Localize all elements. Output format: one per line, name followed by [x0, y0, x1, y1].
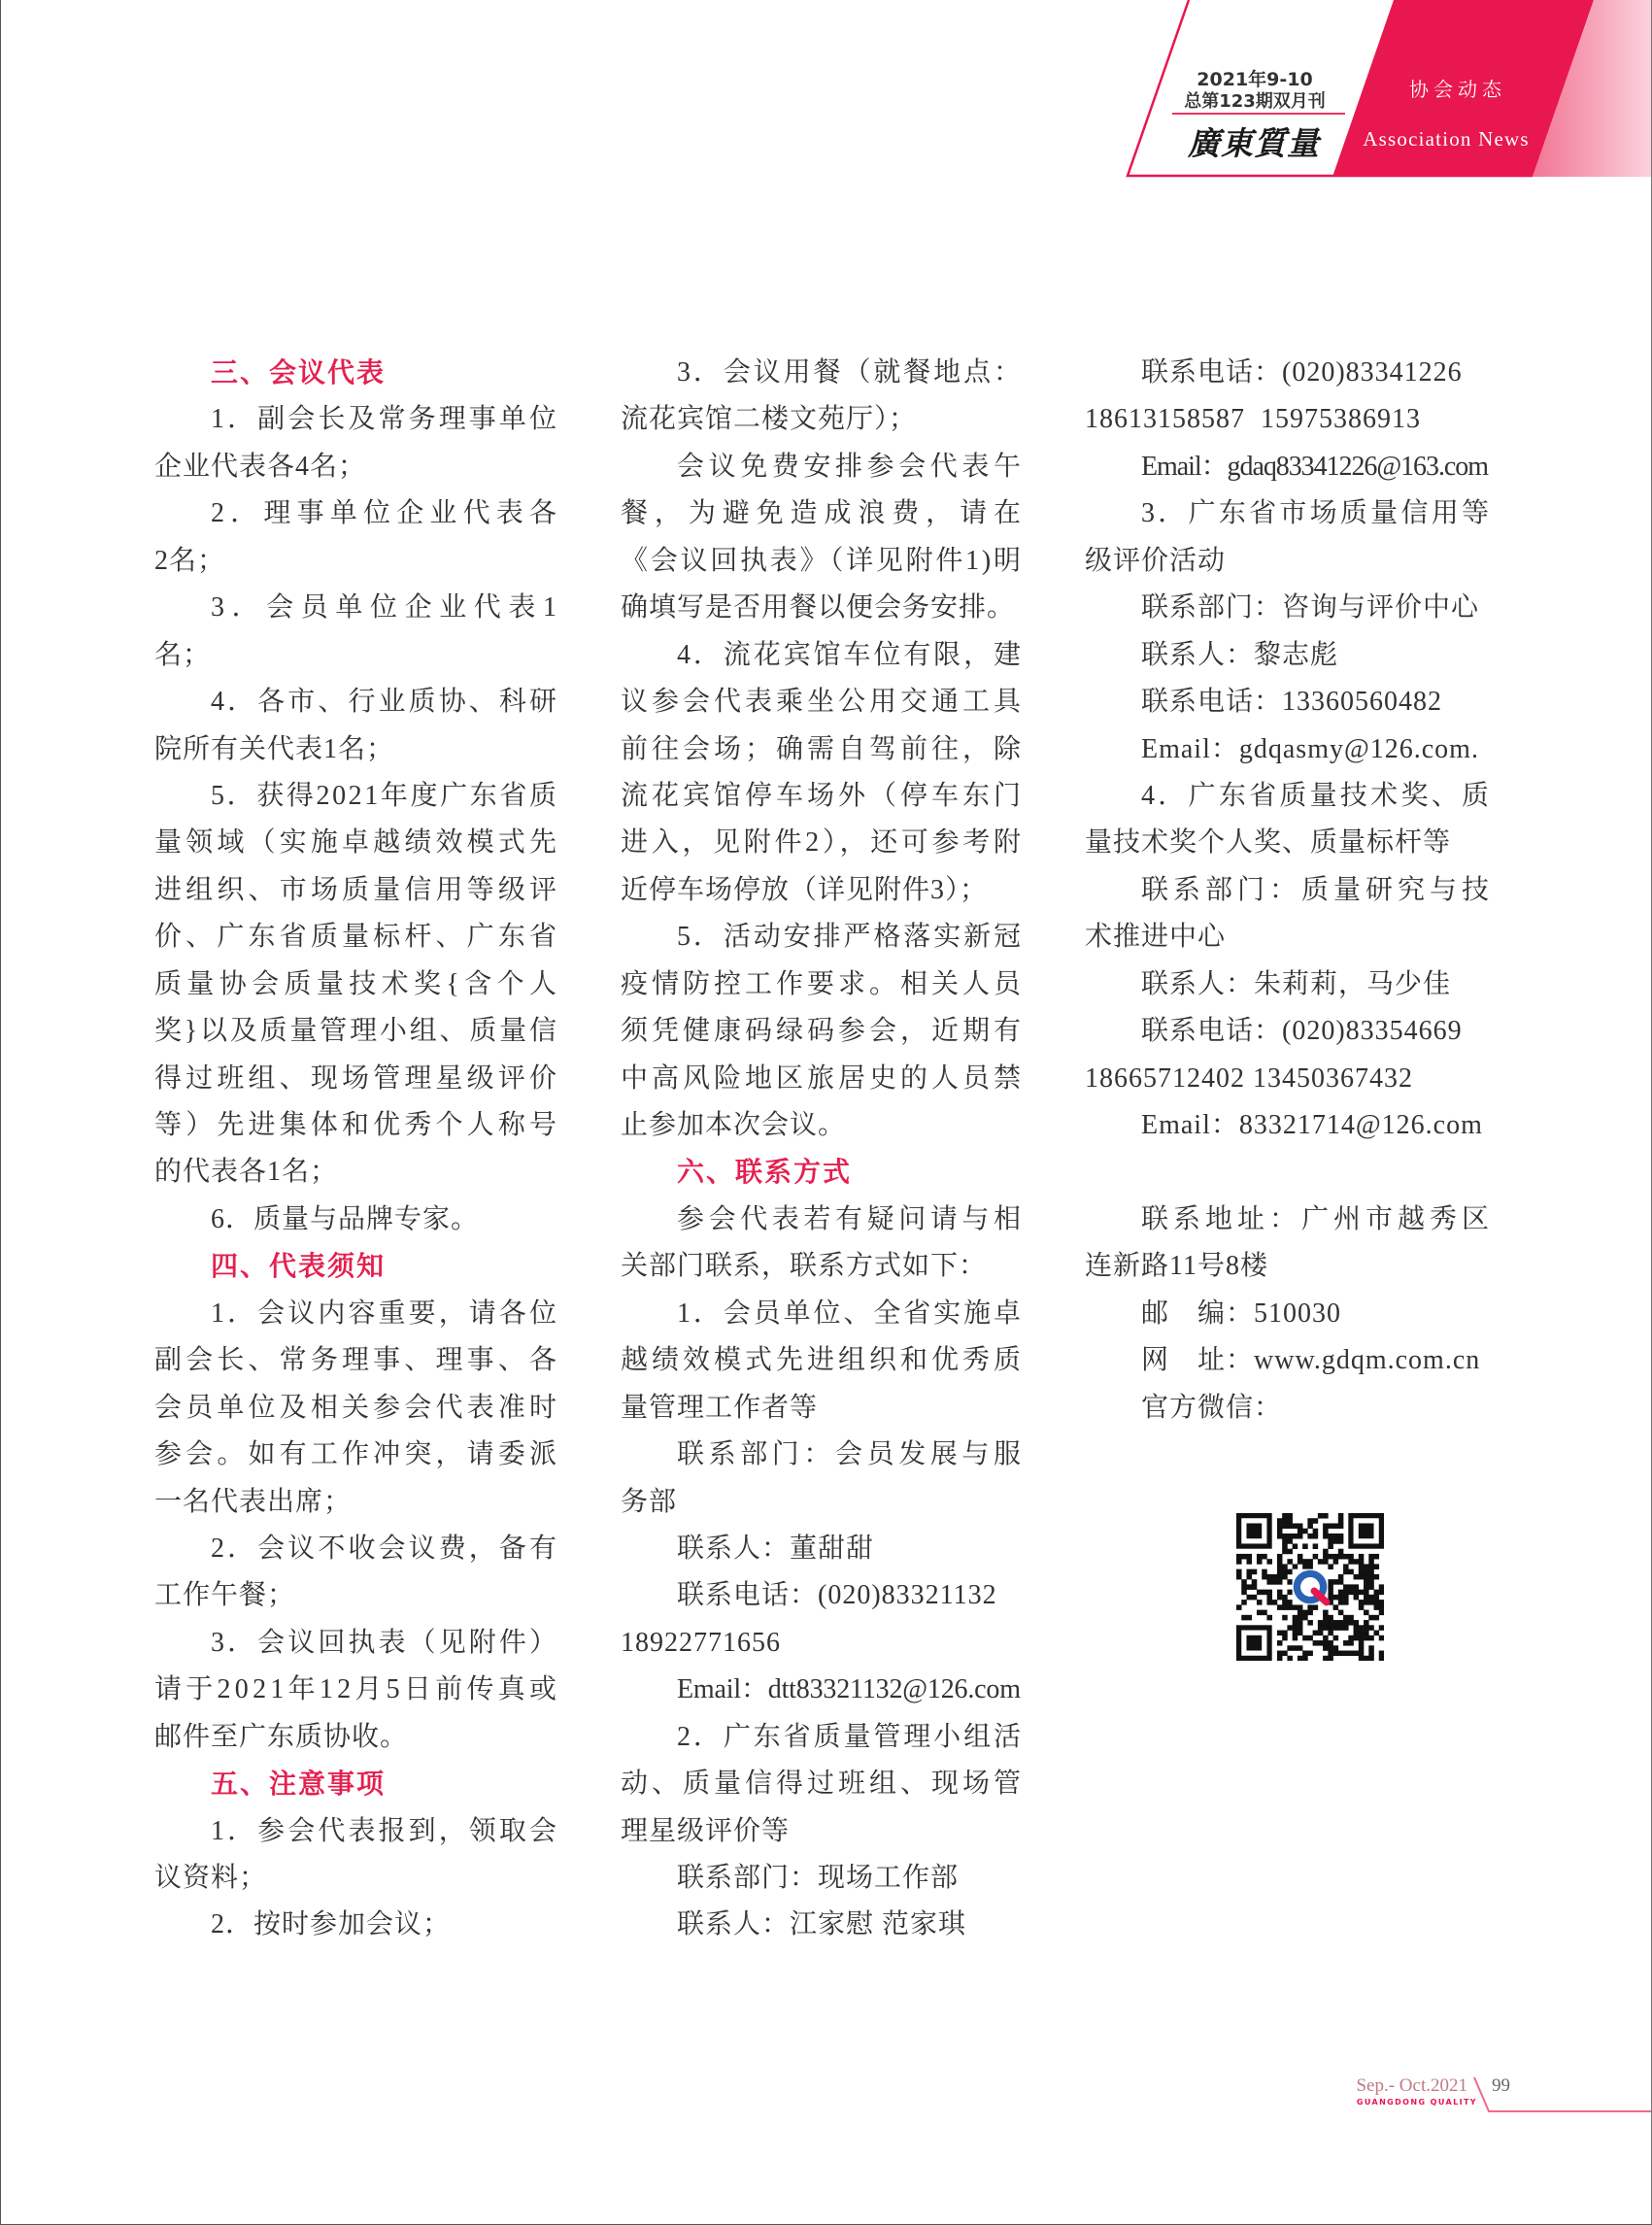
line-text: 参会。如有工作冲突，请委派 — [154, 1439, 561, 1470]
paragraph — [621, 444, 1028, 632]
line-text: 1．参会代表报到，领取会 — [211, 1815, 560, 1846]
line-text: 参会代表若有疑问请与相 — [677, 1203, 1026, 1234]
line-text: 连新路11号8楼 — [1085, 1251, 1268, 1282]
line-text: 联系人：江家慰 范家琪 — [677, 1909, 967, 1940]
text-line — [621, 1056, 1025, 1102]
line-text: 奖}以及质量管理小组、质量信 — [154, 1016, 559, 1047]
paragraph — [1085, 1385, 1489, 1432]
paragraph — [1085, 632, 1489, 679]
line-text: 确填写是否用餐以便会务安排。 — [621, 592, 1016, 624]
column-1 — [154, 350, 564, 1949]
text-line — [154, 632, 556, 679]
line-text: 术推进中心 — [1085, 922, 1227, 953]
text-line — [1085, 538, 1489, 585]
magazine-logo: 廣東質量 — [1188, 124, 1320, 162]
paragraph — [1085, 726, 1489, 773]
text-line — [621, 1479, 1021, 1526]
text-line — [621, 1855, 1021, 1902]
line-text: 近停车场停放（详见附件3）； — [621, 874, 989, 905]
line-text: 邮 编：510030 — [1141, 1298, 1342, 1329]
text-line — [1085, 961, 1489, 1008]
text-line — [154, 1855, 556, 1902]
text-line — [154, 679, 560, 725]
text-line — [621, 1385, 1021, 1432]
line-text: 关部门联系，联系方式如下： — [621, 1251, 988, 1282]
paragraph — [1085, 1102, 1489, 1149]
line-text: 议参会代表乘坐公用交通工具 — [621, 687, 1025, 718]
paragraph — [154, 1197, 556, 1243]
paragraph — [621, 914, 1025, 1149]
contact-phone-entry — [1085, 350, 1489, 444]
paragraph — [1085, 961, 1489, 1008]
paragraph — [1085, 1197, 1494, 1291]
line-text: 3．广东省市场质量信用等 — [1141, 498, 1493, 529]
line-text: 企业代表各4名； — [154, 451, 367, 482]
line-text: 2．理事单位企业代表各 — [211, 498, 563, 529]
line-text: 联系部门：会员发展与服 — [677, 1439, 1026, 1470]
line-text: 价、广东省质量标杆、广东省 — [154, 922, 561, 953]
line-text: 级评价活动 — [1085, 545, 1227, 576]
text-line — [621, 773, 1025, 820]
text-line — [621, 1008, 1025, 1055]
line-text: Email：gdaq83341226@163.com — [1141, 451, 1488, 482]
line-text: 2．按时参加会议； — [211, 1909, 452, 1940]
line-text: 联系人：董甜甜 — [677, 1533, 875, 1564]
line-text: 须凭健康码绿码参会，近期有 — [621, 1016, 1025, 1047]
text-line — [621, 1572, 1021, 1619]
text-line — [1085, 1291, 1489, 1337]
line-text: 1．副会长及常务理事单位 — [211, 404, 560, 435]
line-text: 量技术奖个人奖、质量标杆等 — [1085, 827, 1452, 859]
paragraph — [621, 350, 1024, 444]
line-text: 联系人：朱莉莉，马少佳 — [1141, 968, 1452, 999]
line-text: 名； — [154, 639, 212, 670]
line-text: 5．活动安排严格落实新冠 — [677, 922, 1024, 953]
text-line — [621, 1620, 1021, 1667]
text-line — [1085, 350, 1489, 396]
line-text: 4．广东省质量技术奖、质 — [1141, 780, 1493, 811]
line-text: 质量协会质量技术奖{含个人 — [154, 968, 562, 999]
line-text: Email：dtt83321132@126.com — [677, 1674, 1021, 1705]
section-title-en: Association News — [1363, 127, 1530, 151]
paragraph — [621, 1855, 1021, 1902]
text-line — [154, 585, 564, 631]
line-text: 联系地址：广州市越秀区 — [1141, 1203, 1494, 1234]
section-heading — [154, 350, 556, 396]
line-text: 18613158587 15975386913 — [1085, 404, 1421, 435]
text-line — [154, 867, 561, 914]
text-line — [1085, 1243, 1489, 1290]
contact-address-block — [1085, 1197, 1494, 1432]
section-title-cn: 协会动态 — [1409, 78, 1506, 101]
text-line — [621, 396, 1021, 443]
text-line — [621, 1761, 1025, 1807]
text-line — [1085, 867, 1494, 914]
paragraph — [621, 1432, 1026, 1526]
text-line — [621, 632, 1024, 679]
line-text: 联系电话：(020)83321132 — [677, 1580, 997, 1611]
text-line — [1085, 585, 1489, 631]
line-text: 得过班组、现场管理星级评价 — [154, 1062, 561, 1094]
paragraph — [1085, 1291, 1489, 1337]
line-text: 院所有关代表1名； — [154, 733, 395, 764]
line-text: 18665712402 13450367432 — [1085, 1062, 1413, 1094]
line-text: 副会长、常务理事、理事、各 — [154, 1345, 561, 1376]
paragraph — [621, 1667, 1021, 1713]
text-line — [1085, 444, 1489, 490]
line-text: 疫情防控工作要求。相关人员 — [621, 968, 1025, 999]
paragraph — [621, 632, 1025, 915]
line-text: 4．各市、行业质协、科研 — [211, 687, 560, 718]
paragraph — [1085, 585, 1489, 631]
paragraph — [621, 1291, 1025, 1432]
paragraph — [154, 585, 564, 679]
line-text: 《会议回执表》（详见附件1)明 — [621, 545, 1024, 576]
text-line — [621, 1102, 1021, 1149]
line-text: 动、质量信得过班组、现场管 — [621, 1769, 1025, 1800]
text-line — [154, 1385, 561, 1432]
text-line — [621, 820, 1025, 866]
line-text: 量领域（实施卓越绩效模式先 — [154, 827, 561, 859]
paragraph — [1085, 867, 1494, 961]
text-line — [154, 1526, 560, 1572]
line-text: 联系电话：(020)83341226 — [1141, 357, 1463, 388]
paragraph — [154, 773, 562, 1197]
paragraph — [154, 396, 560, 490]
line-text: 务部 — [621, 1486, 678, 1517]
paragraph — [621, 1197, 1026, 1291]
line-text: 2．会议不收会议费，备有 — [211, 1533, 560, 1564]
line-text: 止参加本次会议。 — [621, 1110, 847, 1140]
text-line — [1085, 1385, 1489, 1432]
column-2 — [621, 350, 1028, 1949]
line-text: 越绩效模式先进组织和优秀质 — [621, 1345, 1025, 1376]
text-line — [1085, 490, 1493, 537]
line-text: 中高风险地区旅居史的人员禁 — [621, 1062, 1025, 1094]
line-text: Email：83321714@126.com — [1141, 1110, 1483, 1140]
issue-date: 2021年9-10 — [1197, 69, 1313, 90]
line-text: 进组织、市场质量信用等级评 — [154, 874, 561, 905]
line-text: 工作午餐； — [154, 1580, 296, 1611]
text-line — [621, 914, 1024, 961]
text-line — [621, 1526, 1021, 1572]
line-text: 理星级评价等 — [621, 1815, 791, 1846]
text-line — [154, 1479, 556, 1526]
line-text: 2名； — [154, 545, 226, 576]
line-text: 网 址：www.gdqm.com.cn — [1141, 1345, 1481, 1376]
line-text: 前往会场；确需自驾前往，除 — [621, 733, 1025, 764]
text-line — [1085, 914, 1489, 961]
text-line — [1085, 1008, 1489, 1055]
line-text: 餐，为避免造成浪费，请在 — [621, 498, 1028, 529]
text-line — [1085, 396, 1489, 443]
line-text: 联系部门：现场工作部 — [677, 1863, 960, 1893]
text-line — [621, 585, 1021, 631]
text-line — [154, 396, 560, 443]
text-line — [154, 1149, 556, 1196]
text-line — [154, 1572, 556, 1619]
text-line — [621, 867, 1021, 914]
text-line — [621, 1808, 1021, 1855]
column-3 — [1085, 350, 1494, 1432]
line-text: 流花宾馆停车场外（停车东门 — [621, 780, 1025, 811]
paragraph — [154, 679, 560, 773]
line-text: 流花宾馆二楼文苑厅）； — [621, 404, 918, 435]
text-line — [1085, 1102, 1489, 1149]
footer-issue-date: Sep.- Oct.2021 — [1356, 2075, 1467, 2096]
paragraph — [154, 1808, 560, 1903]
text-line — [1085, 726, 1489, 773]
text-line — [154, 914, 561, 961]
paragraph — [1085, 1337, 1489, 1384]
text-line — [621, 1243, 1021, 1290]
text-line — [154, 1197, 556, 1243]
paragraph — [621, 1526, 1021, 1572]
section-heading-text: 五、注意事项 — [211, 1768, 387, 1801]
text-line — [621, 1714, 1024, 1761]
line-text: 会员单位及相关参会代表准时 — [154, 1392, 561, 1423]
text-line — [154, 1337, 561, 1384]
line-text: 请于2021年12月5日前传真或 — [154, 1674, 561, 1705]
contact-phone-entry — [1085, 1008, 1489, 1102]
section-heading-text: 六、联系方式 — [677, 1156, 853, 1189]
text-line — [621, 1902, 1021, 1948]
section-heading-text: 三、会议代表 — [211, 356, 387, 388]
line-text: 1．会员单位、全省实施卓 — [677, 1298, 1024, 1329]
text-line — [1085, 679, 1489, 725]
text-line — [1085, 1056, 1489, 1102]
paragraph — [1085, 490, 1493, 585]
line-text: 6．质量与品牌专家。 — [211, 1203, 480, 1234]
line-text: 联系部门：咨询与评价中心 — [1141, 592, 1480, 624]
text-line — [1085, 773, 1493, 820]
text-line — [154, 1291, 560, 1337]
line-text: 的代表各1名； — [154, 1157, 339, 1188]
text-line — [154, 490, 563, 537]
issue-number: 总第123期双月刊 — [1184, 91, 1326, 112]
paragraph — [1085, 679, 1489, 725]
paragraph — [1085, 773, 1493, 867]
line-text: 联系电话：13360560482 — [1141, 687, 1443, 718]
paragraph — [154, 1620, 561, 1761]
line-text: 官方微信： — [1141, 1392, 1283, 1423]
line-text: 等）先进集体和优秀个人称号 — [154, 1110, 561, 1140]
contact-phone-entry — [621, 1572, 1021, 1667]
text-line — [154, 820, 561, 866]
footer-accent-line — [1458, 2069, 1652, 2127]
paragraph — [621, 1714, 1025, 1855]
line-text: 联系部门：质量研究与技 — [1141, 874, 1494, 905]
line-text: 议资料； — [154, 1863, 268, 1893]
line-text: 3．会议用餐（就餐地点： — [677, 357, 1024, 388]
paragraph — [154, 1291, 561, 1526]
text-line — [1085, 632, 1489, 679]
paragraph — [621, 1902, 1021, 1948]
line-text: Email：gdqasmy@126.com. — [1141, 733, 1479, 764]
line-text: 联系人：黎志彪 — [1141, 639, 1339, 670]
line-text: 邮件至广东质协收。 — [154, 1721, 409, 1752]
line-text: 量管理工作者等 — [621, 1392, 819, 1423]
text-line — [621, 679, 1025, 725]
text-line — [621, 1197, 1026, 1243]
text-line — [1085, 820, 1489, 866]
section-heading — [154, 1243, 556, 1290]
text-line — [621, 490, 1028, 537]
line-text: 2．广东省质量管理小组活 — [677, 1721, 1024, 1752]
text-line — [154, 1056, 561, 1102]
text-line — [154, 538, 556, 585]
text-line — [1085, 1197, 1494, 1243]
line-text: 5．获得2021年度广东省质 — [211, 780, 559, 811]
text-line — [154, 1432, 561, 1478]
text-line — [621, 350, 1024, 396]
contact-list — [1085, 350, 1494, 1149]
text-line — [154, 1102, 561, 1149]
text-line — [621, 1291, 1024, 1337]
text-line — [154, 1008, 559, 1055]
line-text: 进入，见附件2），还可参考附 — [621, 827, 1025, 859]
text-line — [154, 1902, 556, 1948]
line-text: 会议免费安排参会代表午 — [677, 451, 1026, 482]
text-line — [154, 1808, 560, 1855]
text-line — [621, 444, 1026, 490]
text-line — [154, 1667, 561, 1713]
text-line — [621, 1667, 1021, 1713]
line-text: 3．会议回执表（见附件） — [211, 1627, 560, 1658]
paragraph — [154, 1902, 556, 1948]
text-line — [1085, 1337, 1489, 1384]
section-heading — [154, 1761, 556, 1807]
wechat-qr-code-icon — [1236, 1513, 1384, 1661]
text-line — [621, 538, 1024, 585]
text-line — [621, 1432, 1026, 1478]
text-line — [154, 1620, 560, 1667]
paragraph — [154, 490, 563, 585]
text-line — [154, 1714, 556, 1761]
footer-magazine-name: GUANGDONG QUALITY — [1356, 2098, 1477, 2107]
text-line — [621, 961, 1025, 1008]
section-heading — [621, 1149, 1021, 1196]
line-text: 3．会员单位企业代表1 — [211, 592, 564, 624]
text-line — [621, 726, 1025, 773]
text-line — [154, 773, 559, 820]
paragraph — [1085, 444, 1489, 490]
text-line — [154, 961, 562, 1008]
line-text: 4．流花宾馆车位有限，建 — [677, 639, 1024, 670]
paragraph — [154, 1526, 560, 1620]
text-line — [154, 726, 556, 773]
page-number: 99 — [1492, 2075, 1510, 2096]
text-line — [154, 444, 556, 490]
section-heading-text: 四、代表须知 — [211, 1250, 387, 1283]
text-line — [621, 1337, 1025, 1384]
line-text: 一名代表出席； — [154, 1486, 353, 1517]
line-text: 联系电话：(020)83354669 — [1141, 1016, 1463, 1047]
line-text: 18922771656 — [621, 1627, 781, 1658]
line-text: 1．会议内容重要，请各位 — [211, 1298, 560, 1329]
